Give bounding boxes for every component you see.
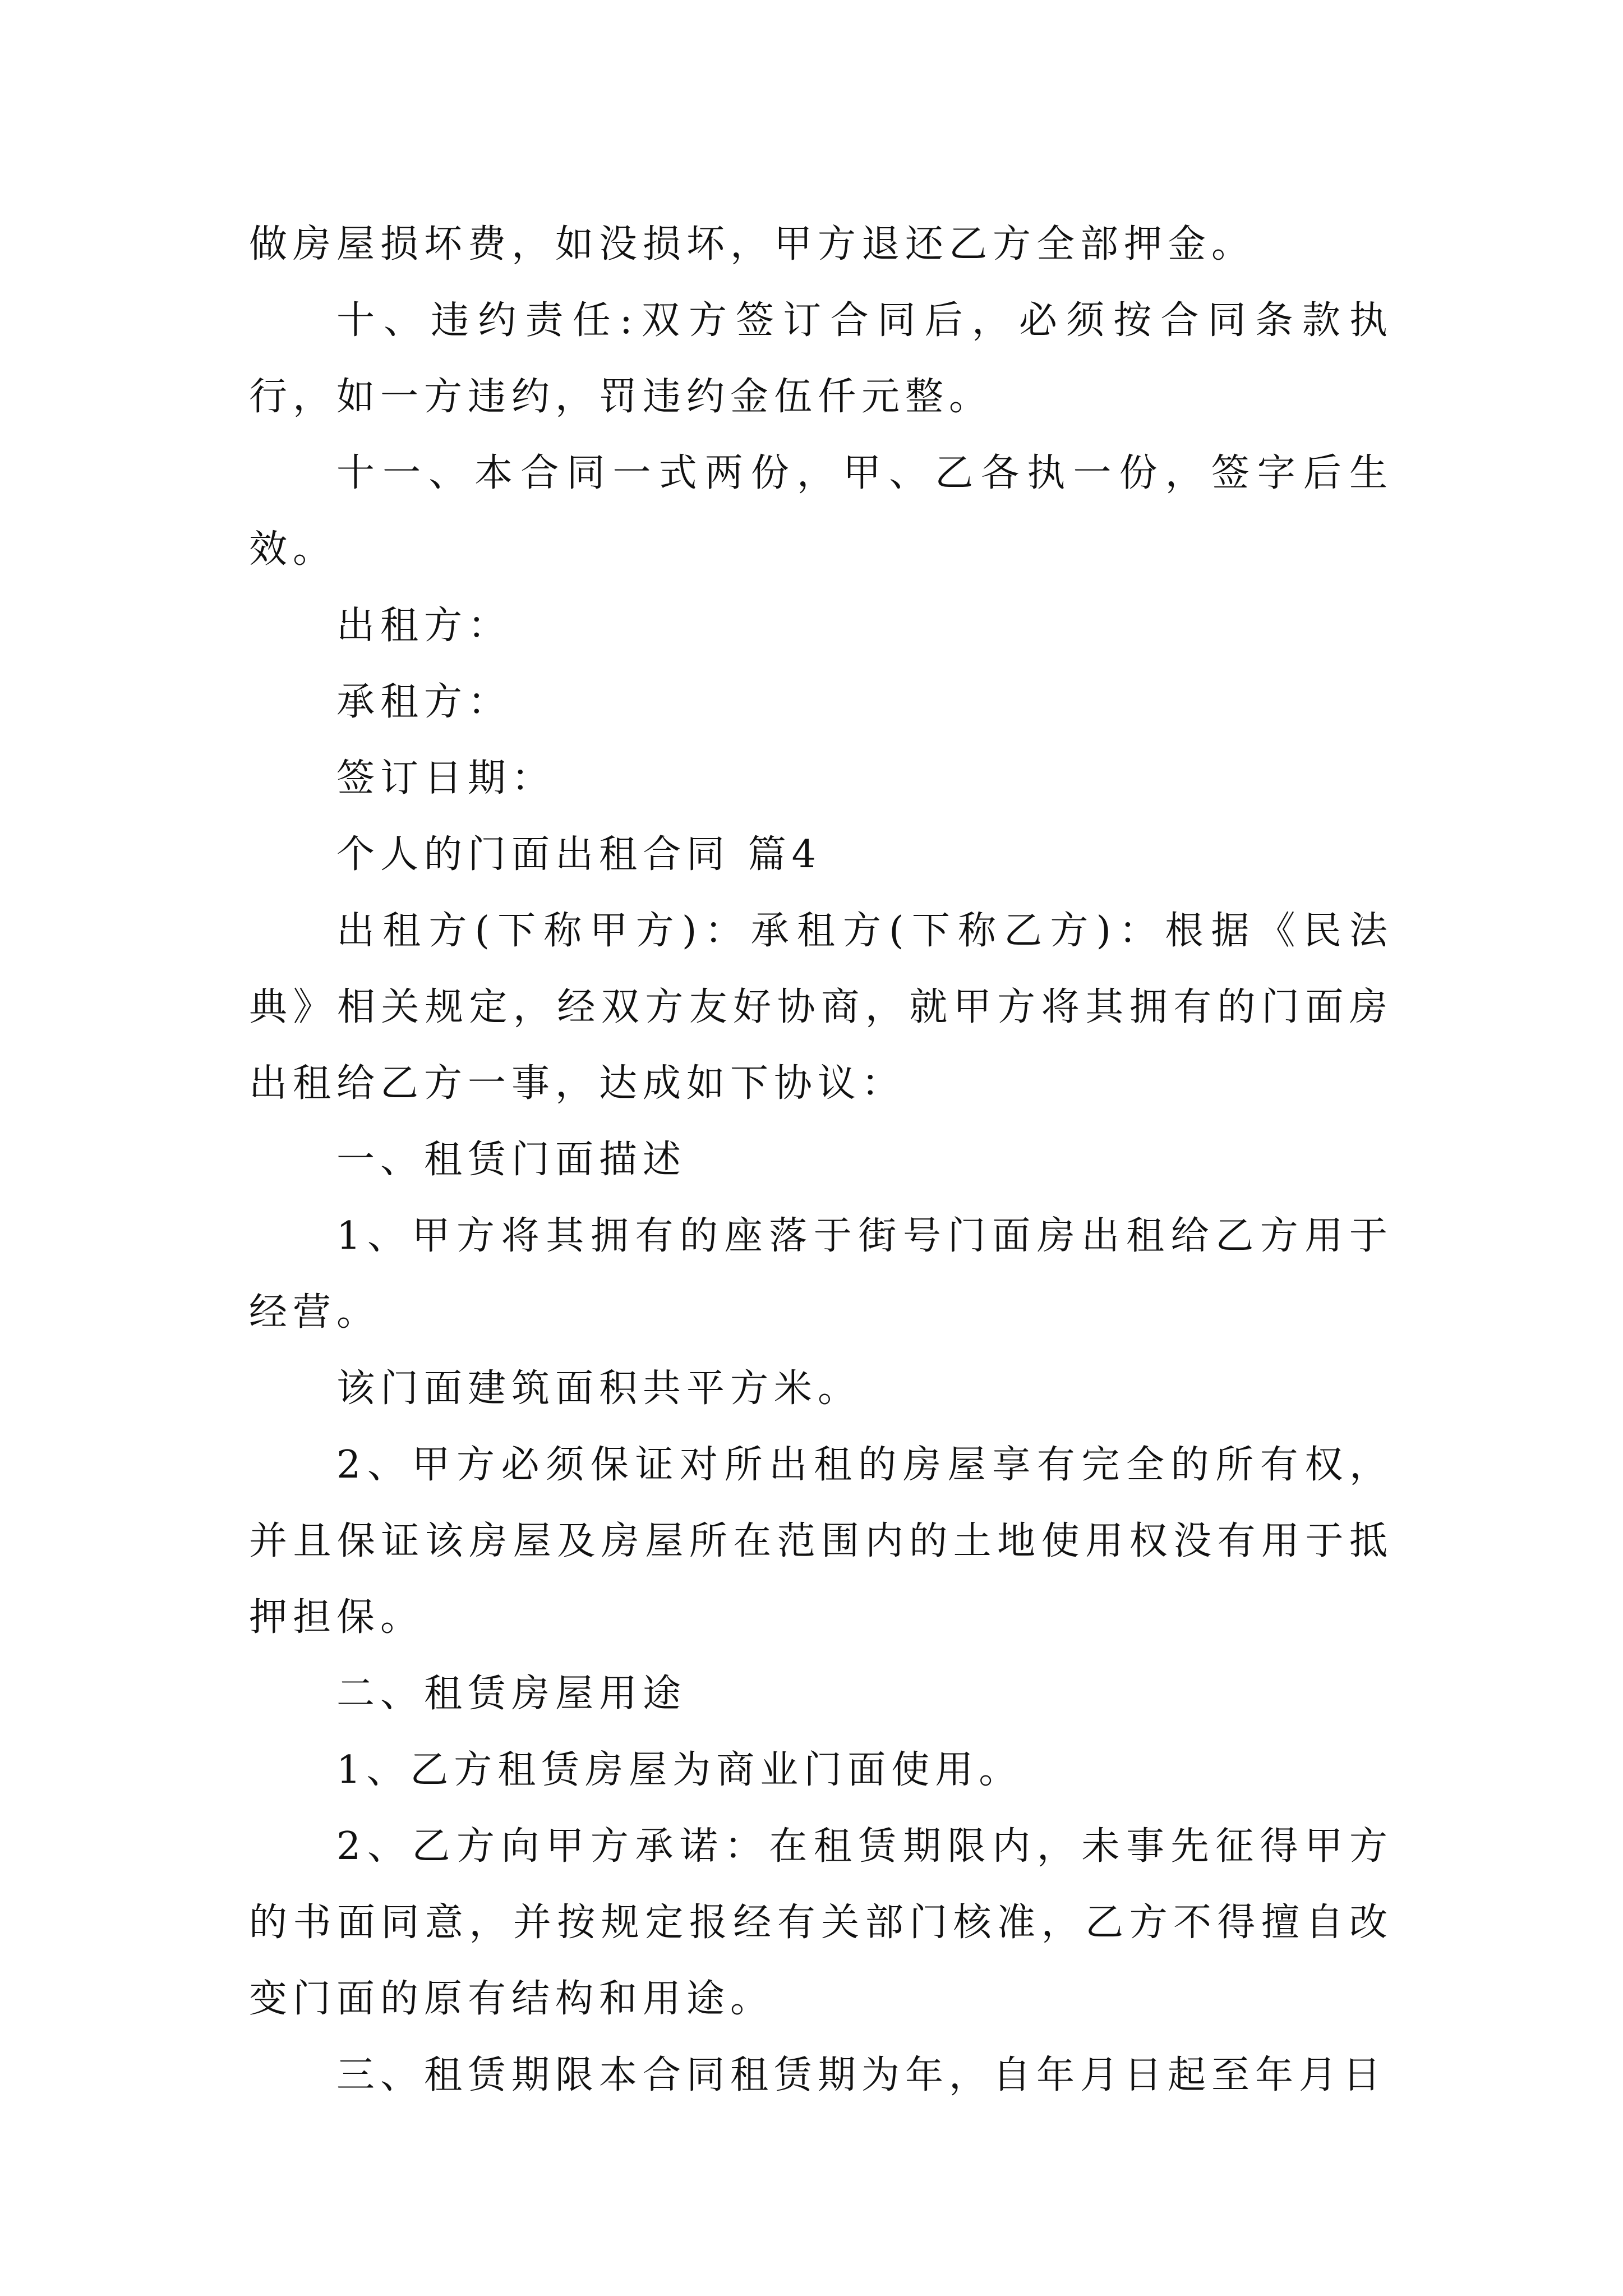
paragraph: 十一、本合同一式两份，甲、乙各执一份，签字后生效。 — [249, 451, 1393, 572]
signature-line-date: 签订日期： — [336, 756, 556, 800]
signature-line-lessor: 出租方： — [336, 604, 512, 648]
paragraph: 三、租赁期限本合同租赁期为年，自年月日起至年月日 — [336, 2053, 1387, 2097]
paragraph: 1、甲方将其拥有的座落于街号门面房出租给乙方用于经营。 — [249, 1214, 1393, 1335]
paragraph: 做房屋损坏费，如没损坏，甲方退还乙方全部押金。 — [249, 222, 1256, 266]
paragraph: 1、乙方租赁房屋为商业门面使用。 — [336, 1748, 1023, 1792]
document-body — [249, 206, 1393, 2114]
signature-line-lessee: 承租方： — [336, 680, 512, 724]
paragraph: 该门面建筑面积共平方米。 — [336, 1366, 862, 1411]
paragraph: 2、甲方必须保证对所出租的房屋享有完全的所有权，并且保证该房屋及房屋所在范围内的土地使用权没有用于抵押担保。 — [249, 1443, 1393, 1640]
section-title: 个人的门面出租合同 篇4 — [336, 832, 822, 877]
paragraph: 出租方(下称甲方)：承租方(下称乙方)：根据《民法典》相关规定，经双方友好协商，就甲方将其拥有的门面房出租给乙方一事，达成如下协议： — [249, 909, 1393, 1106]
clause-heading: 一、租赁门面描述 — [336, 1138, 687, 1182]
paragraph: 十、违约责任:双方签订合同后，必须按合同条款执行，如一方违约，罚违约金伍仟元整。 — [249, 298, 1393, 419]
paragraph: 2、乙方向甲方承诺：在租赁期限内，未事先征得甲方的书面同意，并按规定报经有关部门核准，乙方不得擅自改变门面的原有结构和用途。 — [249, 1824, 1393, 2021]
clause-heading: 二、租赁房屋用途 — [336, 1672, 687, 1716]
